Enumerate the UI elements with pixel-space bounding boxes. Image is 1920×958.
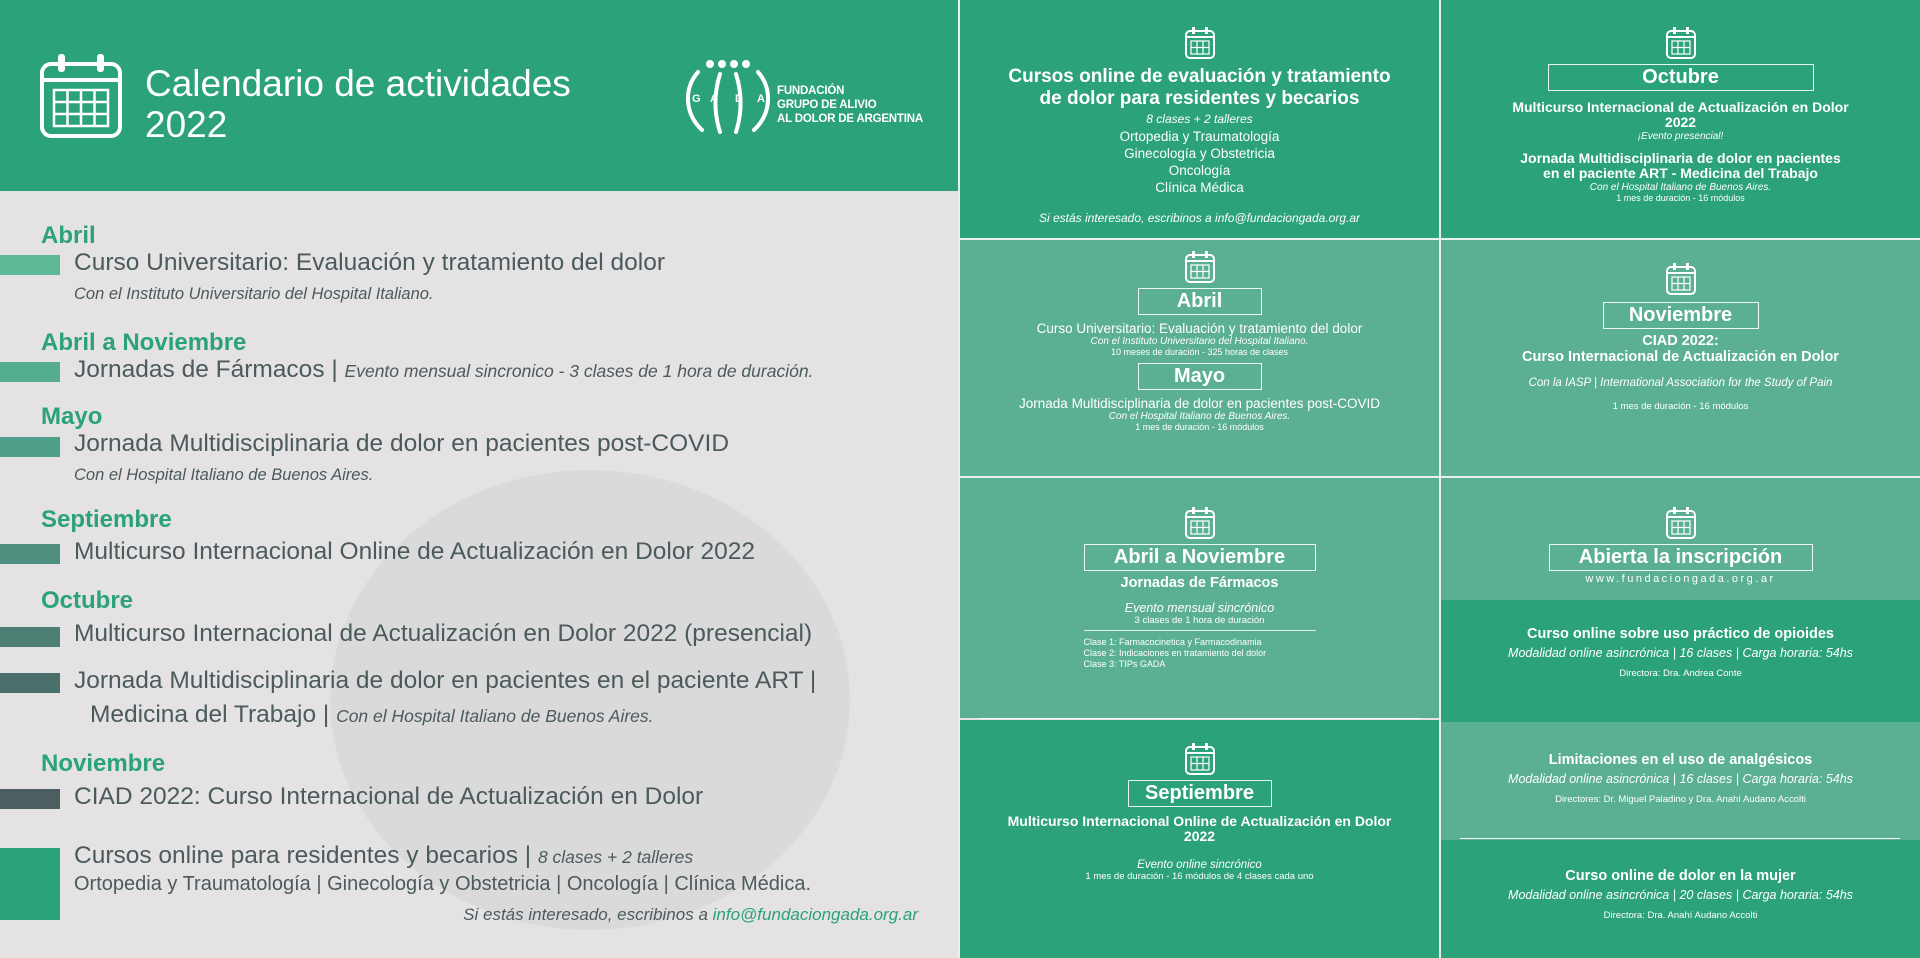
month-badge: Noviembre [1603, 302, 1759, 329]
course-title: Curso online de dolor en la mujer [1565, 868, 1796, 884]
course-director: Directora: Dra. Andrea Conte [1619, 668, 1742, 679]
card-sub: Evento mensual sincrónico [1124, 601, 1275, 615]
calendar-icon [1665, 506, 1697, 540]
card-note: Con el Instituto Universitario del Hospital Italiano. [1090, 336, 1309, 347]
event-title: Multicurso Internacional de Actualización en Dolor 2022 (presencial) [74, 620, 813, 647]
card-duration: 10 meses de duración - 325 horas de clases [1110, 347, 1289, 357]
card-note: ¡Evento presencial! [1637, 131, 1724, 142]
timeline-bar [0, 789, 60, 809]
website-url[interactable]: www.fundaciongada.org.ar [1585, 573, 1776, 585]
course-mode: Modalidad online asincrónica | 16 clases | Carga horaria: 54hs [1508, 646, 1853, 660]
month-badge: Abril [1138, 288, 1262, 315]
vertical-divider [958, 0, 960, 958]
svg-text:A: A [757, 93, 765, 105]
card-title: Jornadas de Fármacos [1120, 575, 1279, 591]
card-note: Con el Hospital Italiano de Buenos Aires. [1108, 411, 1291, 422]
class-item: Clase 3: TIPs GADA [1083, 659, 1166, 669]
card-noviembre [1441, 240, 1920, 476]
card-note: Con la IASP | International Association for the Study of Pain [1528, 377, 1833, 389]
card-contact: Si estás interesado, escribinos a info@fundaciongada.org.ar [1038, 211, 1361, 225]
event-title: Cursos online para residentes y becarios | 8 clases + 2 talleres [74, 842, 694, 869]
card-sub: 8 clases + 2 talleres [1146, 112, 1253, 126]
email-link[interactable]: info@fundaciongada.org.ar [712, 905, 918, 924]
card-duration: 1 mes de duración - 16 módulos [1612, 401, 1749, 412]
event-title: Jornadas de Fármacos | Evento mensual sincronico - 3 clases de 1 hora de duración. [74, 356, 814, 383]
event-note: Con el Hospital Italiano de Buenos Aires. [74, 466, 374, 484]
month-septiembre: Septiembre [41, 506, 172, 533]
timeline-bar [0, 848, 60, 920]
course-mode: Modalidad online asincrónica | 20 clases | Carga horaria: 54hs [1508, 888, 1853, 902]
card-residentes [960, 0, 1439, 238]
course-title: Curso online sobre uso práctico de opioides [1527, 626, 1834, 642]
card-title: Cursos online de evaluación y tratamiento [1008, 66, 1391, 87]
event-note: Con el Instituto Universitario del Hospital Italiano. [74, 285, 434, 303]
page-title: Calendario de actividades 2022 [145, 63, 571, 145]
calendar-icon [1184, 26, 1216, 60]
course-title: Limitaciones en el uso de analgésicos [1548, 752, 1813, 768]
course-card [1441, 600, 1920, 722]
calendar-icon [1184, 250, 1216, 284]
svg-text:G: G [692, 93, 701, 105]
calendar-icon [1184, 506, 1216, 540]
divider [1460, 838, 1900, 839]
vertical-divider [1439, 0, 1441, 958]
card-title: en el paciente ART - Medicina del Trabajo [1543, 165, 1818, 181]
calendar-icon [1184, 742, 1216, 776]
card-item: Oncología [1168, 163, 1231, 178]
card-abril-mayo [960, 240, 1439, 476]
course-director: Directora: Dra. Anahí Audano Accolti [1603, 910, 1758, 921]
calendar-panel [0, 0, 958, 958]
event-title: Curso Universitario: Evaluación y tratamiento del dolor [74, 249, 665, 276]
class-item: Clase 1: Farmacocinetica y Farmacodinamia [1083, 637, 1262, 647]
gada-logo [680, 58, 776, 136]
card-item: Ginecología y Obstetricia [1124, 146, 1275, 161]
timeline-bar [0, 627, 60, 647]
svg-text:A: A [710, 93, 718, 105]
card-duration: 3 clases de 1 hora de duración [1084, 615, 1316, 631]
month-badge: Octubre [1548, 64, 1814, 91]
timeline-bar [0, 437, 60, 457]
event-title: CIAD 2022: Curso Internacional de Actualización en Dolor [74, 783, 704, 810]
card-item: Ortopedia y Traumatología [1119, 129, 1280, 144]
course-director: Directores: Dr. Miguel Paladino y Dra. Anahí Audano Accolti [1555, 794, 1806, 805]
card-duration: 1 mes de duración - 16 módulos de 4 clases cada uno [1085, 871, 1314, 882]
card-title: Jornada Multidisciplinaria de dolor en pacientes post-COVID [1019, 396, 1380, 411]
event-title: Multicurso Internacional Online de Actualización en Dolor 2022 [74, 538, 755, 565]
contact-line: Si estás interesado, escribinos a info@fundaciongada.org.ar [463, 905, 918, 924]
calendar-icon [1665, 262, 1697, 296]
card-inscripcion-header [1441, 478, 1920, 600]
foundation-name: FUNDACIÓN GRUPO DE ALIVIO AL DOLOR DE ARGENTINA [777, 85, 923, 125]
enrollment-badge: Abierta la inscripción [1549, 544, 1813, 571]
card-duration: 1 mes de duración - 16 módulos [1135, 422, 1264, 432]
month-abril: Abril [41, 222, 96, 249]
event-title: Medicina del Trabajo | Con el Hospital Italiano de Buenos Aires. [90, 701, 654, 728]
card-title: Curso Internacional de Actualización en Dolor [1522, 349, 1839, 365]
svg-text:D: D [735, 93, 743, 105]
card-title: de dolor para residentes y becarios [1039, 88, 1360, 109]
calendar-header [0, 0, 958, 191]
card-octubre [1441, 0, 1920, 238]
timeline-bar [0, 673, 60, 693]
event-subjects: Ortopedia y Traumatología | Ginecología y Obstetricia | Oncología | Clínica Médica. [74, 873, 812, 895]
card-title: CIAD 2022: [1642, 333, 1719, 349]
class-list [1084, 637, 1316, 670]
card-farmacos [960, 478, 1439, 718]
card-title: Curso Universitario: Evaluación y tratamiento del dolor [1036, 321, 1363, 336]
course-card [1441, 840, 1920, 958]
card-title: 2022 [1183, 828, 1216, 844]
card-title: 2022 [1664, 114, 1697, 130]
card-title: Multicurso Internacional de Actualización en Dolor [1512, 99, 1849, 115]
calendar-icon [38, 52, 124, 140]
month-noviembre: Noviembre [41, 750, 166, 777]
month-mayo: Mayo [41, 403, 103, 430]
month-badge: Abril a Noviembre [1084, 544, 1316, 571]
card-title: Multicurso Internacional Online de Actualización en Dolor [1007, 813, 1392, 829]
divider [980, 718, 1420, 719]
card-duration: 1 mes de duración - 16 módulos [1616, 193, 1745, 203]
month-badge: Mayo [1138, 363, 1262, 390]
month-badge: Septiembre [1128, 780, 1272, 807]
card-sub: Evento online sincrónico [1137, 859, 1262, 871]
timeline-bar [0, 255, 60, 275]
event-title: Jornada Multidisciplinaria de dolor en pacientes post-COVID [74, 430, 730, 457]
card-note: Con el Hospital Italiano de Buenos Aires. [1589, 182, 1772, 193]
timeline-bar [0, 362, 60, 382]
course-card [1441, 722, 1920, 840]
course-mode: Modalidad online asincrónica | 16 clases | Carga horaria: 54hs [1508, 772, 1853, 786]
timeline-bar [0, 544, 60, 564]
calendar-icon [1665, 26, 1697, 60]
card-item: Clínica Médica [1155, 180, 1244, 195]
card-septiembre [960, 720, 1439, 958]
card-title: Jornada Multidisciplinaria de dolor en pacientes [1520, 150, 1841, 166]
month-abril-noviembre: Abril a Noviembre [41, 329, 247, 356]
class-item: Clase 2: Indicaciones en tratamiento del dolor [1083, 648, 1267, 658]
month-octubre: Octubre [41, 587, 134, 614]
event-title: Jornada Multidisciplinaria de dolor en pacientes en el paciente ART | [74, 667, 817, 694]
